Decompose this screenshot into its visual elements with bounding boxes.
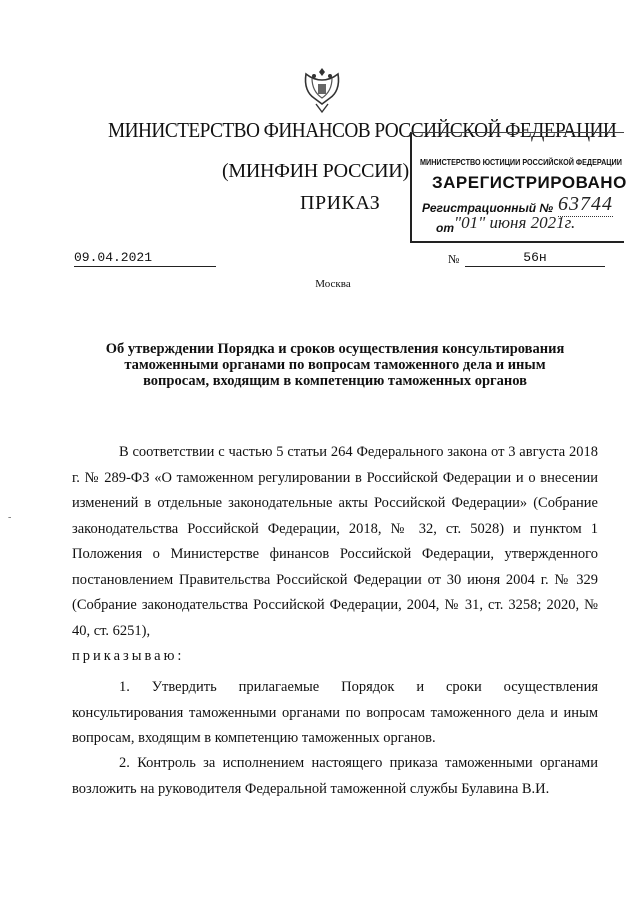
stamp-reg-date: "01" июня 2021г.	[454, 213, 576, 232]
order-number: 56н	[465, 250, 605, 267]
coat-of-arms-emblem-icon	[300, 64, 344, 116]
stamp-ministry: МИНИСТЕРСТВО ЮСТИЦИИ РОССИЙСКОЙ ФЕДЕРАЦИИ	[420, 157, 622, 167]
order-number-sign: №	[448, 252, 460, 266]
ministry-short-name: (МИНФИН РОССИИ)	[222, 160, 409, 182]
clause-2: 2. Контроль за исполнением настоящего приказа таможенными органами возложить на руководителя Федеральной таможенной службы Булавина В.И.	[72, 755, 598, 797]
order-date: 09.04.2021	[74, 250, 216, 267]
registration-stamp	[410, 132, 627, 243]
clause-1: 1. Утвердить прилагаемые Порядок и сроки осуществления консультирования таможенными органами по вопросам таможенного дела и иным вопросам, входящим в компетенцию таможенных органов.	[72, 679, 598, 746]
order-word: приказываю:	[72, 648, 185, 664]
stamp-from-label: от	[436, 221, 454, 235]
stamp-reg-label: Регистрационный №	[422, 201, 554, 215]
preamble-text: В соответствии с частью 5 статьи 264 Федерального закона от 3 августа 2018 г. № 289-ФЗ «О таможенном регулировании в Российской Федерации и о внесении изменений в отдельные законодательные акты Российской Федерации» (Собрание законодательства Российской Федерации, 2018, № 32, ст. 5028) и пунктом 1 Положения о Министерстве финансов Российской Федерации, утвержденного постановлением Правительства Российской Федерации от 30 июня 2004 г. № 329 (Собрание законодательства Российской Федерации, 2004, № 31, ст. 3258; 2020, № 40, ст. 6251),	[72, 444, 598, 639]
city: Москва	[315, 278, 351, 290]
order-title: Об утверждении Порядка и сроков осуществления консультирования таможенными органами по вопросам таможенного дела и иным вопросам, входящим в компетенцию таможенных органов	[105, 341, 565, 389]
stamp-registered: ЗАРЕГИСТРИРОВАНО	[432, 173, 627, 192]
preamble-paragraph	[72, 440, 598, 670]
margin-mark: -	[8, 512, 12, 523]
stamp-reg-number: 63744	[558, 193, 613, 215]
ministry-title: МИНИСТЕРСТВО ФИНАНСОВ РОССИЙСКОЙ ФЕДЕРАЦИИ	[108, 118, 617, 142]
document-type: ПРИКАЗ	[300, 192, 381, 214]
